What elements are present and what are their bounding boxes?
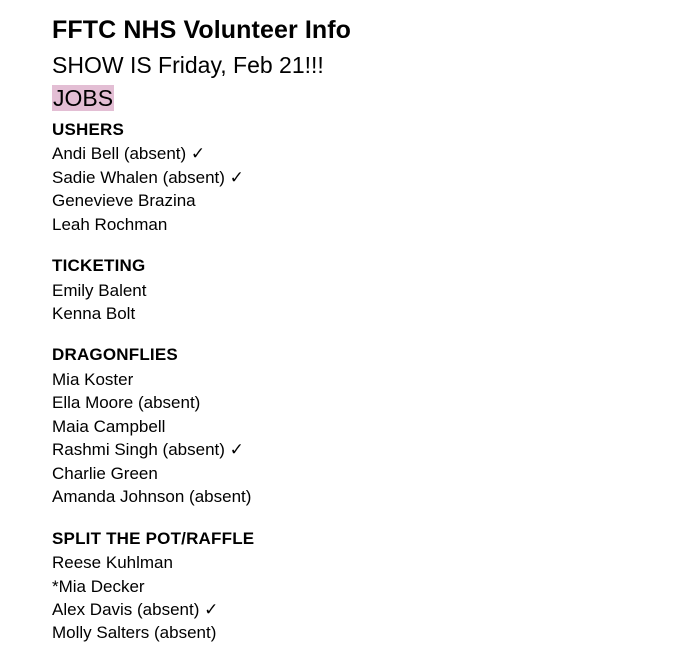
page-title: FFTC NHS Volunteer Info (52, 16, 352, 44)
list-item: Leah Rochman (52, 214, 168, 234)
show-date-line: SHOW IS Friday, Feb 21!!! (52, 51, 324, 78)
section-heading: USHERS (52, 119, 125, 139)
section-ushers (52, 118, 675, 236)
list-item: Emily Balent (52, 280, 147, 300)
list-item: Maia Campbell (52, 416, 166, 436)
section-heading: DRAGONFLIES (52, 345, 178, 365)
section-heading: SPLIT THE POT/RAFFLE (52, 528, 255, 548)
jobs-highlight-text: JOBS (53, 84, 114, 111)
list-item: Amanda Johnson (absent) (52, 487, 252, 507)
list-item: Reese Kuhlman (52, 553, 173, 573)
list-item: *Mia Decker (52, 576, 145, 596)
section-dragonflies (52, 343, 675, 508)
jobs-heading (52, 83, 675, 114)
list-item: Mia Koster (52, 369, 134, 389)
section-split-the-pot-raffle (52, 527, 675, 645)
list-item: Rashmi Singh (absent) ✓ (52, 440, 244, 460)
list-item: Molly Salters (absent) (52, 623, 217, 643)
section-ticketing (52, 254, 675, 325)
list-item: Andi Bell (absent) ✓ (52, 144, 206, 164)
list-item: Alex Davis (absent) ✓ (52, 600, 219, 619)
list-item: Charlie Green (52, 463, 158, 483)
list-item: Sadie Whalen (absent) ✓ (52, 167, 244, 187)
list-item: Ella Moore (absent) (52, 393, 201, 413)
section-heading: TICKETING (52, 256, 146, 276)
list-item: Kenna Bolt (52, 304, 136, 324)
list-item: Genevieve Brazina (52, 191, 196, 211)
